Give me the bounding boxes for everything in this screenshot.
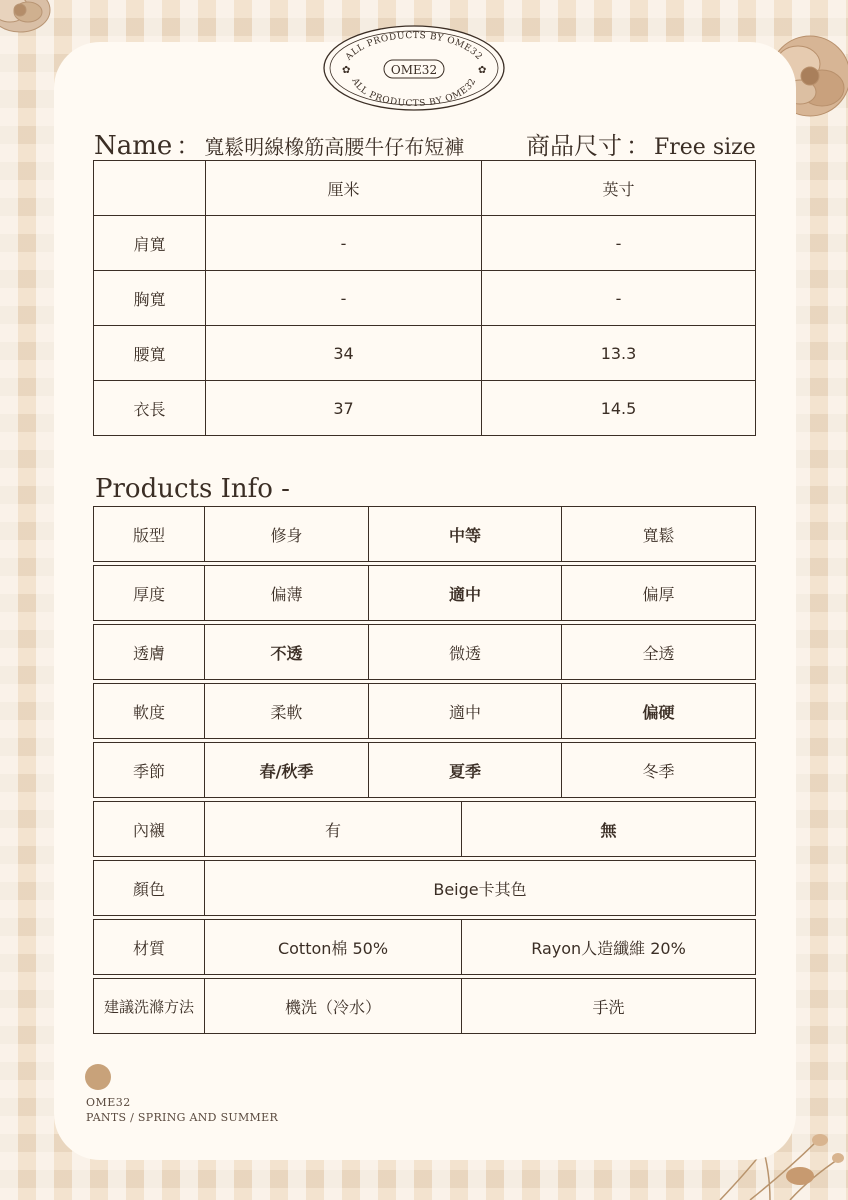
seal-ring-text-top: ALL PRODUCTS BY OME32 — [343, 30, 485, 63]
footer-category: PANTS / SPRING AND SUMMER — [86, 1111, 279, 1124]
products-info-title: Products Info - — [95, 474, 290, 504]
table-row — [94, 381, 756, 436]
table-row — [94, 326, 756, 381]
size-table-header — [94, 161, 756, 216]
option-cell-selected: 夏季 — [369, 743, 562, 798]
row-label: 顏色 — [94, 861, 205, 916]
table-row — [94, 271, 756, 326]
table-cell: - — [206, 216, 482, 271]
option-cell-selected: 適中 — [369, 566, 562, 621]
value-cell: Beige卡其色 — [205, 861, 756, 916]
sheerness-row — [93, 624, 756, 680]
table-row — [94, 684, 756, 739]
product-name: 寬鬆明線橡筋高腰牛仔布短褲 — [204, 135, 465, 159]
value-cell: Rayon人造纖維 20% — [462, 920, 756, 975]
flower-top-left-icon — [0, 0, 80, 50]
size-colon: ： — [626, 132, 650, 160]
softness-row — [93, 683, 756, 739]
table-cell: 37 — [206, 381, 482, 436]
option-cell-selected: 不透 — [205, 625, 369, 680]
seal-ring-text-bottom: ALL PRODUCTS BY OME32 — [349, 76, 479, 110]
table-cell: 14.5 — [482, 381, 756, 436]
value-cell: 機洗（冷水） — [205, 979, 462, 1034]
row-label: 材質 — [94, 920, 205, 975]
table-row — [94, 861, 756, 916]
table-row — [94, 802, 756, 857]
table-cell: 13.3 — [482, 326, 756, 381]
table-row — [94, 979, 756, 1034]
season-row — [93, 742, 756, 798]
table-cell: 胸寬 — [94, 271, 206, 326]
thickness-row — [93, 565, 756, 621]
table-cell: 腰寬 — [94, 326, 206, 381]
table-cell: 英寸 — [482, 161, 756, 216]
table-cell: - — [482, 216, 756, 271]
option-cell: 偏薄 — [205, 566, 369, 621]
table-cell: 厘米 — [206, 161, 482, 216]
option-cell: 偏厚 — [562, 566, 756, 621]
option-cell: 有 — [205, 802, 462, 857]
table-row — [94, 743, 756, 798]
table-cell: - — [206, 271, 482, 326]
option-cell-selected: 偏硬 — [562, 684, 756, 739]
table-cell: 34 — [206, 326, 482, 381]
table-cell: 衣長 — [94, 381, 206, 436]
row-label: 內襯 — [94, 802, 205, 857]
table-row — [94, 566, 756, 621]
option-cell: 全透 — [562, 625, 756, 680]
product-name-heading — [94, 126, 464, 161]
name-label: Name — [94, 131, 173, 161]
size-label: 商品尺寸 — [526, 132, 622, 160]
option-cell: 寬鬆 — [562, 507, 756, 562]
option-cell: 修身 — [205, 507, 369, 562]
seal-brand: OME32 — [390, 63, 438, 77]
footer-brand: OME32 — [86, 1096, 131, 1109]
option-cell: 冬季 — [562, 743, 756, 798]
lining-row — [93, 801, 756, 857]
option-cell: 適中 — [369, 684, 562, 739]
row-label: 軟度 — [94, 684, 205, 739]
row-label: 透膚 — [94, 625, 205, 680]
table-cell: 肩寬 — [94, 216, 206, 271]
row-label: 建議洗滌方法 — [94, 979, 205, 1034]
value-cell: Cotton棉 50% — [205, 920, 462, 975]
seal-flower-right-icon: ✿ — [478, 65, 487, 76]
table-row — [94, 216, 756, 271]
row-label: 季節 — [94, 743, 205, 798]
footer-dot-icon — [85, 1064, 111, 1090]
size-value: Free size — [654, 135, 756, 160]
material-row — [93, 919, 756, 975]
fit-row — [93, 506, 756, 562]
size-table — [93, 160, 756, 436]
washing-row — [93, 978, 756, 1034]
option-cell: 微透 — [369, 625, 562, 680]
table-cell — [94, 161, 206, 216]
table-row — [94, 507, 756, 562]
brand-seal-logo — [322, 24, 506, 112]
option-cell-selected: 中等 — [369, 507, 562, 562]
option-cell-selected: 無 — [462, 802, 756, 857]
product-size-heading — [526, 126, 756, 161]
name-colon: ： — [176, 132, 201, 160]
row-label: 版型 — [94, 507, 205, 562]
option-cell: 柔軟 — [205, 684, 369, 739]
seal-flower-left-icon: ✿ — [342, 65, 351, 76]
row-label: 厚度 — [94, 566, 205, 621]
value-cell: 手洗 — [462, 979, 756, 1034]
table-cell: - — [482, 271, 756, 326]
option-cell-selected: 春/秋季 — [205, 743, 369, 798]
color-row — [93, 860, 756, 916]
table-row — [94, 625, 756, 680]
product-heading — [94, 124, 754, 160]
table-row — [94, 920, 756, 975]
